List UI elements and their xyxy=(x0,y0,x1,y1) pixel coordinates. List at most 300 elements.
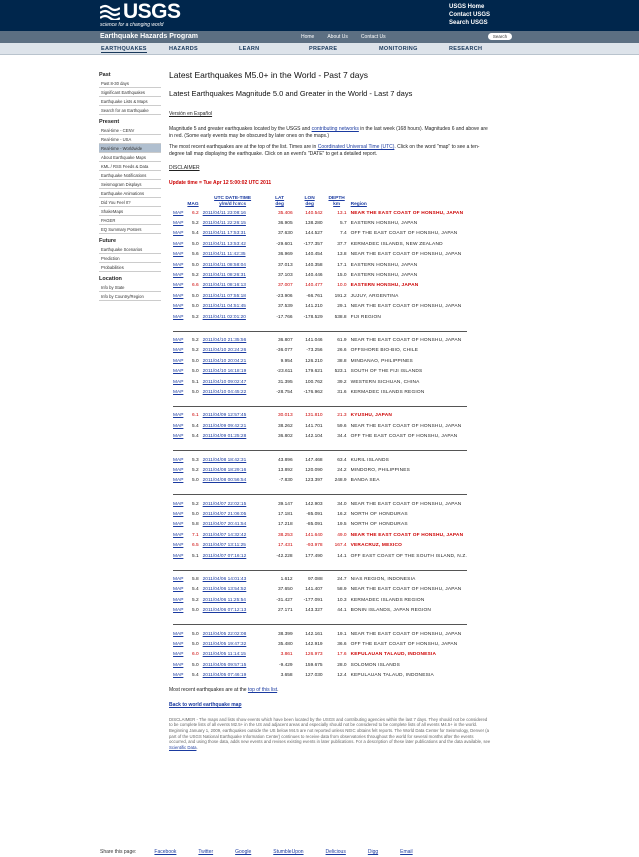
contributing-networks-link[interactable]: contributing networks xyxy=(311,126,359,132)
map-link[interactable]: MAP xyxy=(173,577,184,583)
table-row xyxy=(171,660,469,670)
sidebar-item[interactable]: Real-time - Worldwide xyxy=(99,144,161,153)
sidebar-item[interactable]: Search for an Earthquake xyxy=(99,106,161,115)
cell-date-link[interactable] xyxy=(201,411,265,421)
about-us-link[interactable]: About Us xyxy=(327,34,348,40)
sidebar-item[interactable]: Significant Earthquakes xyxy=(99,88,161,97)
map-link[interactable]: MAP xyxy=(173,413,184,419)
cell-date-link[interactable] xyxy=(201,476,265,486)
table-row xyxy=(171,366,469,376)
map-link[interactable]: MAP xyxy=(173,512,184,518)
nav-learn[interactable]: LEARN xyxy=(239,46,260,52)
cell-longitude: 177.490 xyxy=(305,553,323,559)
cell-date-link[interactable] xyxy=(201,356,265,366)
usgs-home-link[interactable]: USGS Home xyxy=(449,4,485,10)
cell-magnitude: 5.0 xyxy=(191,662,199,668)
usgs-wave-icon xyxy=(100,4,120,20)
cell-date-link[interactable] xyxy=(201,260,265,270)
map-link[interactable]: MAP xyxy=(173,337,184,343)
map-link[interactable]: MAP xyxy=(173,231,184,237)
back-to-map-link[interactable]: Back to world earthquake map xyxy=(169,701,242,708)
map-link[interactable]: MAP xyxy=(173,221,184,227)
table-row xyxy=(171,595,469,605)
date-link[interactable]: 2011/04/05 11:14:15 xyxy=(202,652,246,658)
cell-map-link[interactable] xyxy=(171,509,185,519)
cell-latitude: 43.896 xyxy=(277,457,293,463)
cell-date-link[interactable] xyxy=(201,239,265,249)
table-row xyxy=(171,520,469,530)
cell-date-link[interactable] xyxy=(201,530,265,540)
nav-earthquakes[interactable]: EARTHQUAKES xyxy=(101,46,147,52)
cell-region: OFF EAST COAST OF THE SOUTH ISLAND, N.Z. xyxy=(350,553,468,559)
cell-latitude: 37.630 xyxy=(277,231,293,237)
cell-date-link[interactable] xyxy=(201,585,265,595)
cell-date-link[interactable] xyxy=(201,421,265,431)
cell-date-link[interactable] xyxy=(201,250,265,260)
sidebar-section-title: Future xyxy=(99,238,117,244)
col-depth[interactable]: DEPTH km xyxy=(328,196,345,207)
cell-depth: 28.0 xyxy=(337,662,347,668)
table-row xyxy=(171,551,469,561)
cell-date-link[interactable] xyxy=(201,291,265,301)
cell-longitude: 142.919 xyxy=(305,641,323,647)
cell-date-link[interactable] xyxy=(201,499,265,509)
cell-region: OFF THE EAST COAST OF HONSHU, JAPAN xyxy=(350,231,458,237)
cell-date-link[interactable] xyxy=(201,541,265,551)
program-links xyxy=(301,34,386,40)
cell-latitude: 9.954 xyxy=(280,358,293,364)
cell-map-link[interactable] xyxy=(171,520,185,530)
table-row xyxy=(171,499,469,509)
map-link[interactable]: MAP xyxy=(173,210,184,216)
cell-depth: 29.1 xyxy=(337,304,347,310)
update-time: Update time = Tue Apr 12 5:00:02 UTC 2011 xyxy=(169,180,272,186)
instructions-text: The most recent earthquakes are at the top of the list. Times are in xyxy=(169,144,317,150)
nav-research[interactable]: RESEARCH xyxy=(449,46,483,52)
cell-map-link[interactable] xyxy=(171,639,185,649)
sidebar-item[interactable]: Earthquake Animations xyxy=(99,189,161,198)
sidebar-item[interactable]: ShakeMaps xyxy=(99,207,161,216)
search-usgs-link[interactable]: Search USGS xyxy=(449,20,488,26)
cell-map-link[interactable] xyxy=(171,302,185,312)
cell-region: NIAS REGION, INDONESIA xyxy=(350,577,416,583)
share-digg[interactable]: Digg xyxy=(367,849,379,855)
cell-latitude: 38.262 xyxy=(277,423,293,429)
date-link[interactable]: 2011/04/08 18:29:16 xyxy=(202,467,247,473)
cell-magnitude: 5.8 xyxy=(191,577,199,583)
date-link[interactable]: 2011/04/10 09:02:47 xyxy=(202,379,247,385)
map-link[interactable]: MAP xyxy=(173,273,184,279)
map-link[interactable]: MAP xyxy=(173,369,184,375)
cell-map-link[interactable] xyxy=(171,270,185,280)
cell-map-link[interactable] xyxy=(171,281,185,291)
cell-map-link[interactable] xyxy=(171,346,185,356)
date-link[interactable]: 2011/04/11 17:53:31 xyxy=(202,231,246,237)
map-link[interactable]: MAP xyxy=(173,457,184,463)
top-links xyxy=(449,3,490,27)
cell-date-link[interactable] xyxy=(201,455,265,465)
cell-depth: 39.2 xyxy=(337,379,347,385)
cell-date-link[interactable] xyxy=(201,551,265,561)
cell-depth: 167.4 xyxy=(334,543,347,549)
cell-magnitude: 5.0 xyxy=(191,241,199,247)
sidebar-item[interactable]: EQ Summary Posters xyxy=(99,225,161,234)
nav-hazards[interactable]: HAZARDS xyxy=(169,46,198,52)
cell-longitude: -93.978 xyxy=(306,543,323,549)
cell-magnitude: 5.2 xyxy=(191,501,199,507)
cell-depth: 248.9 xyxy=(334,478,347,484)
sidebar-item[interactable]: Earthquake Scenarios xyxy=(99,245,161,254)
date-link[interactable]: 2011/04/11 07:55:18 xyxy=(202,293,246,299)
cell-date-link[interactable] xyxy=(201,606,265,616)
cell-date-link[interactable] xyxy=(201,650,265,660)
date-link[interactable]: 2011/04/07 07:16:12 xyxy=(202,553,247,559)
cell-map-link[interactable] xyxy=(171,366,185,376)
cell-map-link[interactable] xyxy=(171,499,185,509)
share-google[interactable]: Google xyxy=(235,849,252,855)
date-link[interactable]: 2011/04/07 21:06:05 xyxy=(202,512,247,518)
map-link[interactable]: MAP xyxy=(173,673,184,679)
cell-date-link[interactable] xyxy=(201,509,265,519)
cell-map-link[interactable] xyxy=(171,208,185,218)
cell-longitude: 141.640 xyxy=(305,532,323,538)
sidebar-item[interactable]: Info by State xyxy=(99,283,161,292)
cell-longitude: 131.810 xyxy=(305,413,323,419)
date-link[interactable]: 2011/04/11 13:53:42 xyxy=(202,241,246,247)
cell-region: BANDA SEA xyxy=(350,478,380,484)
map-link[interactable]: MAP xyxy=(173,241,184,247)
program-title[interactable]: Earthquake Hazards Program xyxy=(100,33,199,40)
date-link[interactable]: 2011/04/11 08:58:04 xyxy=(202,262,246,268)
cell-map-link[interactable] xyxy=(171,335,185,345)
cell-magnitude: 5.0 xyxy=(191,262,199,268)
date-link[interactable]: 2011/04/08 18:42:31 xyxy=(202,457,247,463)
map-link[interactable]: MAP xyxy=(173,652,184,658)
date-link[interactable]: 2011/04/11 04:51:45 xyxy=(202,304,246,310)
map-link[interactable]: MAP xyxy=(173,314,184,320)
date-link[interactable]: 2011/04/05 07:46:19 xyxy=(202,673,247,679)
date-link[interactable]: 2011/04/09 12:57:45 xyxy=(202,413,247,419)
cell-region: EASTERN HONSHU, JAPAN xyxy=(350,262,418,268)
table-row xyxy=(171,335,469,345)
cell-longitude: -85.091 xyxy=(306,512,323,518)
table-row xyxy=(171,476,469,486)
cell-map-link[interactable] xyxy=(171,606,185,616)
nav-prepare[interactable]: PREPARE xyxy=(309,46,338,52)
cell-latitude: 37.650 xyxy=(277,587,293,593)
map-link[interactable]: MAP xyxy=(173,662,184,668)
cell-date-link[interactable] xyxy=(201,218,265,228)
date-link[interactable]: 2011/04/10 20:24:26 xyxy=(202,348,247,354)
col-lat[interactable]: LAT deg xyxy=(275,196,285,207)
home-link[interactable]: Home xyxy=(301,34,315,40)
map-link[interactable]: MAP xyxy=(173,543,184,549)
table-row xyxy=(171,291,469,301)
sidebar-item[interactable]: PAGER xyxy=(99,216,161,225)
cell-magnitude: 6.2 xyxy=(191,210,199,216)
date-link[interactable]: 2011/04/11 22:26:15 xyxy=(202,221,246,227)
cell-depth: 37.7 xyxy=(337,241,347,247)
col-region[interactable]: Region xyxy=(350,202,367,207)
cell-magnitude: 6.6 xyxy=(191,283,199,289)
cell-latitude: -28.754 xyxy=(276,389,293,395)
cell-latitude: 30.013 xyxy=(277,413,293,419)
map-link[interactable]: MAP xyxy=(173,304,184,310)
cell-map-link[interactable] xyxy=(171,239,185,249)
cell-date-link[interactable] xyxy=(201,312,265,322)
disclaimer-link[interactable]: DISCLAIMER xyxy=(169,165,200,171)
date-link[interactable]: 2011/04/06 07:12:13 xyxy=(202,608,247,614)
map-link[interactable]: MAP xyxy=(173,478,184,484)
cell-magnitude: 5.4 xyxy=(191,673,199,679)
cell-depth: 7.4 xyxy=(339,231,347,237)
sidebar-item[interactable]: KML / RSS Feeds & Data xyxy=(99,162,161,171)
nav-monitoring[interactable]: MONITORING xyxy=(379,46,418,52)
sidebar-section-title: Location xyxy=(99,276,122,282)
date-link[interactable]: 2011/04/07 14:32:42 xyxy=(202,532,247,538)
table-row xyxy=(171,281,469,291)
map-link[interactable]: MAP xyxy=(173,262,184,268)
cell-region: VERACRUZ, MEXICO xyxy=(350,543,403,549)
cell-longitude: 138.280 xyxy=(305,221,323,227)
share-email[interactable]: Email xyxy=(400,849,413,855)
cell-longitude: 123.397 xyxy=(305,478,323,484)
cell-magnitude: 5.0 xyxy=(191,369,199,375)
map-link[interactable]: MAP xyxy=(173,389,184,395)
col-lon[interactable]: LON deg xyxy=(304,196,315,207)
cell-date-link[interactable] xyxy=(201,639,265,649)
cell-depth: 59.6 xyxy=(337,423,347,429)
cell-map-link[interactable] xyxy=(171,585,185,595)
date-link[interactable]: 2011/04/11 11:42:35 xyxy=(202,252,246,258)
cell-date-link[interactable] xyxy=(201,387,265,397)
cell-latitude: -36.077 xyxy=(276,348,293,354)
date-link[interactable]: 2011/04/10 20:04:21 xyxy=(202,358,247,364)
cell-map-link[interactable] xyxy=(171,421,185,431)
cell-map-link[interactable] xyxy=(171,530,185,540)
date-link[interactable]: 2011/04/11 08:16:13 xyxy=(202,283,246,289)
intro-text: Magnitude 5 and greater earthquakes located by the USGS and xyxy=(169,126,311,132)
page-subtitle: Latest Earthquakes Magnitude 5.0 and Greater in the World - Last 7 days xyxy=(169,89,413,98)
map-link[interactable]: MAP xyxy=(173,608,184,614)
map-link[interactable]: MAP xyxy=(173,283,184,289)
date-link[interactable]: 2011/04/09 01:25:28 xyxy=(202,434,247,440)
cell-date-link[interactable] xyxy=(201,660,265,670)
cell-date-link[interactable] xyxy=(201,302,265,312)
cell-region: NEAR THE EAST COAST OF HONSHU, JAPAN xyxy=(350,631,462,637)
cell-depth: 16.2 xyxy=(337,512,347,518)
cell-magnitude: 7.1 xyxy=(191,532,199,538)
cell-region: MINDORO, PHILIPPINES xyxy=(350,467,411,473)
cell-latitude: 36.969 xyxy=(277,252,293,258)
share-label: Share this page: xyxy=(100,849,137,855)
cell-map-link[interactable] xyxy=(171,465,185,475)
cell-date-link[interactable] xyxy=(201,335,265,345)
day-separator xyxy=(171,616,469,629)
map-link[interactable]: MAP xyxy=(173,358,184,364)
cell-map-link[interactable] xyxy=(171,411,185,421)
cell-longitude: 140.446 xyxy=(305,273,323,279)
map-link[interactable]: MAP xyxy=(173,423,184,429)
date-link[interactable]: 2011/04/06 11:25:54 xyxy=(202,597,246,603)
cell-map-link[interactable] xyxy=(171,229,185,239)
cell-date-link[interactable] xyxy=(201,629,265,639)
cell-region: OFF THE EAST COAST OF HONSHU, JAPAN xyxy=(350,641,458,647)
col-date[interactable]: UTC DATE-TIME y/m/d h:m:s xyxy=(214,196,252,207)
sidebar-item[interactable]: Earthquake Lists & Maps xyxy=(99,97,161,106)
cell-map-link[interactable] xyxy=(171,650,185,660)
date-link[interactable]: 2011/04/07 20:41:54 xyxy=(202,522,247,528)
map-link[interactable]: MAP xyxy=(173,641,184,647)
map-link[interactable]: MAP xyxy=(173,532,184,538)
date-link[interactable]: 2011/04/10 04:45:22 xyxy=(202,389,247,395)
date-link[interactable]: 2011/04/10 16:18:19 xyxy=(202,369,247,375)
cell-date-link[interactable] xyxy=(201,281,265,291)
cell-map-link[interactable] xyxy=(171,431,185,441)
cell-map-link[interactable] xyxy=(171,291,185,301)
cell-depth: 19.1 xyxy=(337,631,347,637)
cell-latitude: -29.601 xyxy=(276,241,293,247)
contact-us-link[interactable]: Contact Us xyxy=(360,34,386,40)
date-link[interactable]: 2011/04/05 09:57:15 xyxy=(202,662,247,668)
cell-longitude: 142.161 xyxy=(305,631,323,637)
table-row xyxy=(171,574,469,584)
cell-map-link[interactable] xyxy=(171,541,185,551)
search-button[interactable]: Search xyxy=(488,33,512,40)
cell-map-link[interactable] xyxy=(171,260,185,270)
col-mag[interactable]: MAG xyxy=(187,202,199,207)
map-link[interactable]: MAP xyxy=(173,597,184,603)
cell-map-link[interactable] xyxy=(171,455,185,465)
cell-longitude: 126.210 xyxy=(305,358,323,364)
cell-map-link[interactable] xyxy=(171,670,185,680)
cell-magnitude: 5.0 xyxy=(191,358,199,364)
date-link[interactable]: 2011/04/07 13:11:25 xyxy=(202,543,246,549)
cell-map-link[interactable] xyxy=(171,574,185,584)
cell-date-link[interactable] xyxy=(201,366,265,376)
cell-date-link[interactable] xyxy=(201,431,265,441)
map-link[interactable]: MAP xyxy=(173,522,184,528)
cell-latitude: -23.611 xyxy=(276,369,293,375)
cell-map-link[interactable] xyxy=(171,629,185,639)
cell-date-link[interactable] xyxy=(201,346,265,356)
map-link[interactable]: MAP xyxy=(173,587,184,593)
cell-magnitude: 5.8 xyxy=(191,522,199,528)
cell-map-link[interactable] xyxy=(171,595,185,605)
sidebar-item[interactable]: Info by Country/Region xyxy=(99,292,161,301)
map-link[interactable]: MAP xyxy=(173,434,184,440)
share-delicious[interactable]: Delicious xyxy=(325,849,346,855)
map-link[interactable]: MAP xyxy=(173,501,184,507)
date-link[interactable]: 2011/04/05 19:47:32 xyxy=(202,641,247,647)
cell-date-link[interactable] xyxy=(201,595,265,605)
cell-region: WESTERN SICHUAN, CHINA xyxy=(350,379,420,385)
sidebar-item[interactable]: Past 8-30 days xyxy=(99,79,161,88)
cell-date-link[interactable] xyxy=(201,520,265,530)
cell-date-link[interactable] xyxy=(201,270,265,280)
cell-depth: 34.0 xyxy=(337,501,347,507)
cell-depth: 36.6 xyxy=(337,641,347,647)
top-of-list-link[interactable]: top of this list xyxy=(247,686,278,693)
usgs-logo[interactable] xyxy=(100,1,181,28)
cell-date-link[interactable] xyxy=(201,670,265,680)
cell-map-link[interactable] xyxy=(171,551,185,561)
date-link[interactable]: 2011/04/11 08:26:31 xyxy=(202,273,246,279)
cell-map-link[interactable] xyxy=(171,356,185,366)
sidebar-item[interactable]: Prediction xyxy=(99,254,161,263)
cell-latitude: -42.228 xyxy=(276,553,293,559)
cell-region: EASTERN HONSHU, JAPAN xyxy=(350,221,418,227)
sidebar-item[interactable]: Did You Feel It? xyxy=(99,198,161,207)
cell-date-link[interactable] xyxy=(201,229,265,239)
sidebar-item[interactable]: Seismogram Displays xyxy=(99,180,161,189)
map-link[interactable]: MAP xyxy=(173,553,184,559)
cell-map-link[interactable] xyxy=(171,377,185,387)
date-link[interactable]: 2011/04/10 21:35:56 xyxy=(202,337,247,343)
cell-map-link[interactable] xyxy=(171,250,185,260)
map-link[interactable]: MAP xyxy=(173,293,184,299)
cell-map-link[interactable] xyxy=(171,387,185,397)
cell-map-link[interactable] xyxy=(171,312,185,322)
cell-longitude: 142.104 xyxy=(305,434,323,440)
cell-map-link[interactable] xyxy=(171,660,185,670)
cell-map-link[interactable] xyxy=(171,476,185,486)
cell-depth: 13.1 xyxy=(337,210,347,216)
date-link[interactable]: 2011/04/07 22:02:15 xyxy=(202,501,247,507)
sidebar-item[interactable]: Real-time - USA xyxy=(99,135,161,144)
map-link[interactable]: MAP xyxy=(173,379,184,385)
cell-longitude: 97.088 xyxy=(307,577,323,583)
date-link[interactable]: 2011/04/05 22:02:08 xyxy=(202,631,247,637)
map-link[interactable]: MAP xyxy=(173,631,184,637)
sidebar-item[interactable]: About Earthquake Maps xyxy=(99,153,161,162)
instructions-text-2: . Click on the word "map" to see a ten-degree tall map displaying the earthquake. Click on an event's "DATE" to get a detailed report. xyxy=(169,144,480,157)
cell-region: KERMADEC ISLANDS REGION xyxy=(350,389,425,395)
utc-link[interactable]: Coordinated Universal Time (UTC) xyxy=(317,144,395,150)
contact-usgs-link[interactable]: Contact USGS xyxy=(449,12,491,18)
map-link[interactable]: MAP xyxy=(173,348,184,354)
share-stumbleupon[interactable]: StumbleUpon xyxy=(273,849,304,855)
cell-date-link[interactable] xyxy=(201,377,265,387)
date-link[interactable]: 2011/04/06 14:01:43 xyxy=(202,577,247,583)
cell-longitude: 142.903 xyxy=(305,501,323,507)
main-content xyxy=(169,68,491,750)
cell-map-link[interactable] xyxy=(171,218,185,228)
spanish-version-link[interactable]: Versión en Español xyxy=(169,111,213,117)
date-link[interactable]: 2011/04/09 09:42:21 xyxy=(202,423,247,429)
scientific-data-link[interactable]: Scientific Data xyxy=(169,744,197,750)
sidebar-item[interactable]: Probabilities xyxy=(99,263,161,272)
cell-depth: 12.4 xyxy=(337,673,347,679)
share-twitter[interactable]: Twitter xyxy=(198,849,214,855)
cell-longitude: 143.327 xyxy=(305,608,323,614)
cell-region: KURIL ISLANDS xyxy=(350,457,390,463)
sidebar-item[interactable]: Earthquake Notifications xyxy=(99,171,161,180)
date-link[interactable]: 2011/04/11 02:01:20 xyxy=(202,314,246,320)
cell-date-link[interactable] xyxy=(201,465,265,475)
cell-date-link[interactable] xyxy=(201,208,265,218)
map-link[interactable]: MAP xyxy=(173,467,184,473)
date-link[interactable]: 2011/04/08 00:56:54 xyxy=(202,478,247,484)
cell-date-link[interactable] xyxy=(201,574,265,584)
logo-tagline: science for a changing world xyxy=(100,22,164,28)
date-link[interactable]: 2011/04/11 23:08:16 xyxy=(202,210,246,216)
cell-latitude: -23.906 xyxy=(276,293,293,299)
map-link[interactable]: MAP xyxy=(173,252,184,258)
sidebar-item[interactable]: Real-time - CENV xyxy=(99,126,161,135)
share-facebook[interactable]: Facebook xyxy=(154,849,177,855)
date-link[interactable]: 2011/04/06 13:54:52 xyxy=(202,587,247,593)
